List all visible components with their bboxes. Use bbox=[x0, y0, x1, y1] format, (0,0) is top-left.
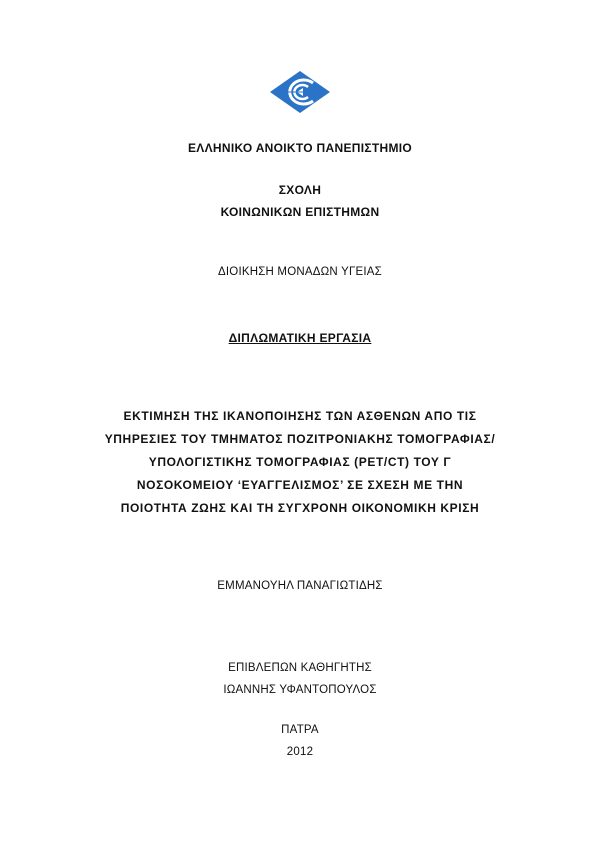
thesis-title-line: ΥΠΟΛΟΓΙΣΤΙΚΗΣ ΤΟΜΟΓΡΑΦΙΑΣ (PET/CT) ΤΟΥ Γ bbox=[148, 455, 452, 469]
year: 2012 bbox=[286, 746, 314, 758]
school-name: ΚΟΙΝΩΝΙΚΩΝ ΕΠΙΣΤΗΜΩΝ bbox=[220, 205, 380, 219]
thesis-title-line: ΝΟΣΟΚΟΜΕΙΟΥ ‘ΕΥΑΓΓΕΛΙΣΜΟΣ’ ΣΕ ΣΧΕΣΗ ΜΕ ΤΗΝ bbox=[136, 478, 464, 492]
eap-logo-icon bbox=[269, 70, 331, 114]
supervisor-name: ΙΩΑΝΝΗΣ ΥΦΑΝΤΟΠΟΥΛΟΣ bbox=[223, 684, 377, 696]
thesis-title-line: ΕΚΤΙΜΗΣΗ ΤΗΣ ΙΚΑΝΟΠΟΙΗΣΗΣ ΤΩΝ ΑΣΘΕΝΩΝ ΑΠΟ ΤΙΣ bbox=[123, 409, 477, 423]
program-name: ΔΙΟΙΚΗΣΗ ΜΟΝΑΔΩΝ ΥΓΕΙΑΣ bbox=[218, 266, 382, 278]
thesis-title-line: ΥΠΗΡΕΣΙΕΣ ΤΟΥ ΤΜΗΜΑΤΟΣ ΠΟΖΙΤΡΟΝΙΑΚΗΣ ΤΟΜΟΓΡΑΦΙΑΣ/ bbox=[104, 432, 496, 446]
thesis-title-line: ΠΟΙΟΤΗΤΑ ΖΩΗΣ ΚΑΙ ΤΗ ΣΥΓΧΡΟΝΗ ΟΙΚΟΝΟΜΙΚΗ ΚΡΙΣΗ bbox=[120, 501, 480, 515]
author-name: ΕΜΜΑΝΟΥΗΛ ΠΑΝΑΓΙΩΤΙΔΗΣ bbox=[217, 580, 383, 592]
city: ΠΑΤΡΑ bbox=[281, 724, 319, 736]
supervisor-label: ΕΠΙΒΛΕΠΩΝ ΚΑΘΗΓΗΤΗΣ bbox=[228, 662, 372, 674]
school-label: ΣΧΟΛΗ bbox=[278, 183, 322, 197]
university-name: ΕΛΛΗΝΙΚΟ ΑΝΟΙΚΤΟ ΠΑΝΕΠΙΣΤΗΜΙΟ bbox=[187, 141, 413, 155]
document-type: ΔΙΠΛΩΜΑΤΙΚΗ ΕΡΓΑΣΙΑ bbox=[228, 331, 372, 345]
